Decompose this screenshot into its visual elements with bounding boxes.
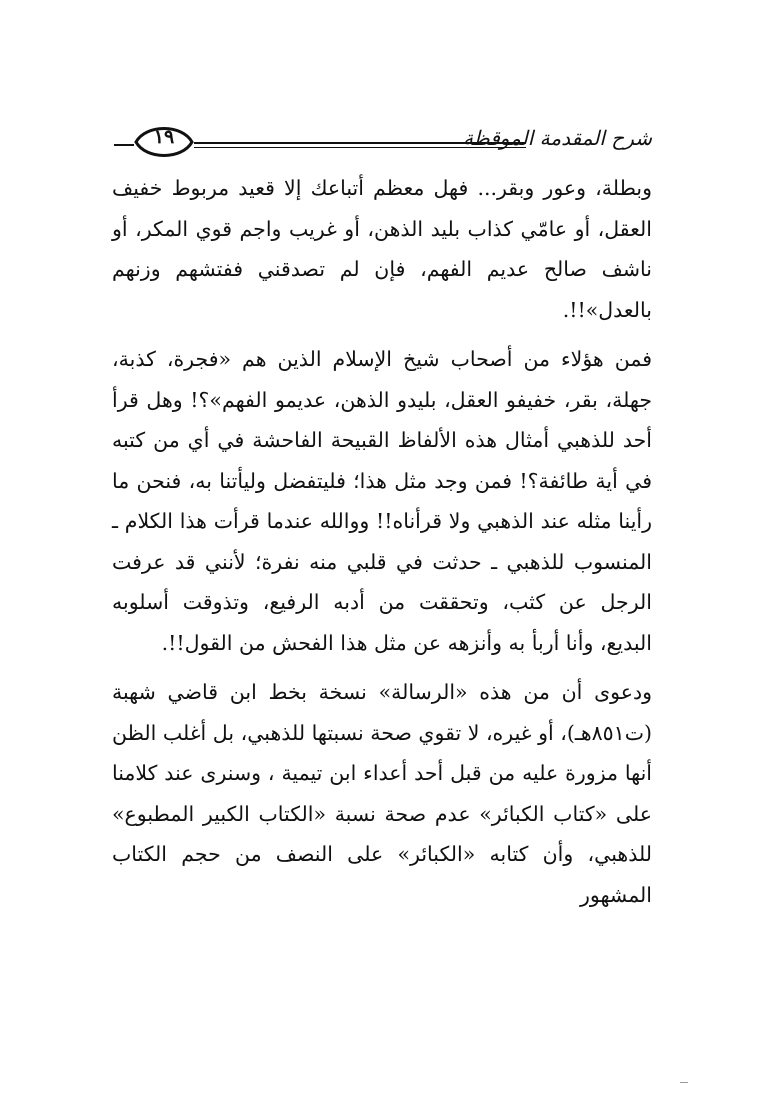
running-header [114, 118, 652, 158]
paragraph-1: وبطلة، وعور وبقر... فهل معظم أتباعك إلا قعيد مربوط خفيف العقل، أو عامّي كذاب بليد الذهن، أو غريب واجم قوي المكر، أو ناشف صالح عديم الفهم، فإن لم تصدقني ففتشهم وزنهم بالعدل»!!. [112, 176, 652, 322]
header-left-rule [114, 144, 134, 146]
page-number: ١٩ [153, 126, 175, 148]
header-title: شرح المقدمة الموقظة [463, 126, 652, 150]
page-body [112, 168, 652, 915]
paragraph-3: ودعوى أن من هذه «الرسالة» نسخة بخط ابن قاضي شهبة (ت٨٥١هـ)، أو غيره، لا تقوي صحة نسبتها للذهبي، بل أغلب الظن أنها مزورة عليه من قبل أحد أعداء ابن تيمية ، وسنرى عند كلامنا على «كتاب الكبائر» عدم صحة نسبة «الكتاب الكبير المطبوع» للذهبي، وأن كتابه «الكبائر» على النصف من حجم الكتاب المشهور [112, 680, 652, 907]
scan-mark [680, 1082, 688, 1083]
paragraph-2: فمن هؤلاء من أصحاب شيخ الإسلام الذين هم «فجرة، كذبة، جهلة، بقر، خفيفو العقل، بليدو الذهن، عديمو الفهم»؟! وهل قرأ أحد للذهبي أمثال هذه الألفاظ القبيحة الفاحشة في أي من كتبه في أية طائفة؟! فمن وجد مثل هذا؛ فليتفضل وليأتنا به، فنحن ما رأينا مثله عند الذهبي ولا قرأناه!! ووالله عندما قرأت هذا الكلام ـ المنسوب للذهبي ـ حدثت في قلبي منه نفرة؛ لأنني قد عرفت الرجل عن كثب، وتحققت من أدبه الرفيع، وتذوقت أسلوبه البديع، وأنا أربأ به وأنزهه عن مثل هذا الفحش من القول!!. [112, 347, 652, 655]
